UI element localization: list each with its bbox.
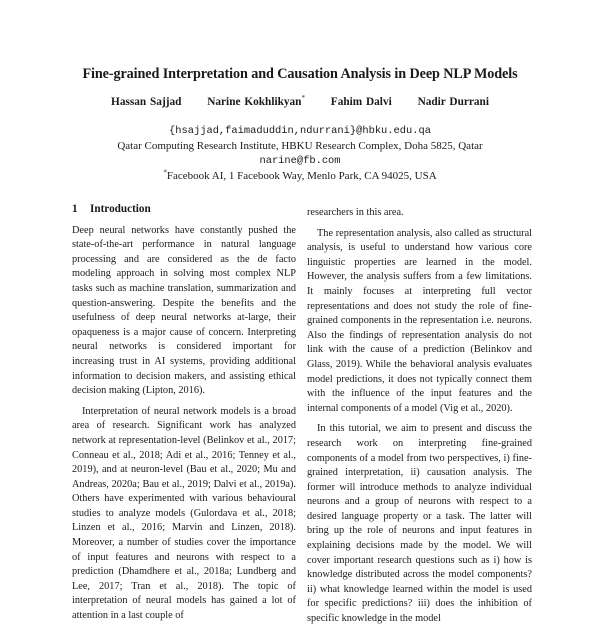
- section-heading: [72, 202, 296, 217]
- author-list: [0, 96, 600, 108]
- author-name: Fahim Dalvi: [330, 96, 392, 108]
- section-number: 1: [72, 203, 78, 215]
- paragraph: Interpretation of neural network models is a broad area of research. Significant work has analyzed network at representation-level (Belinkov et al., 2017; Conneau et al., 2018; Adi et al., 2016; Tenney et al., 2019), and at neuron-level (Bau et al., 2020; Mu and Andreas, 2020a; Bau et al., 2019; Dalvi et al., 2019a). Others have experimented with various behavioural studies to analyze models (Gulordava et al., 2018; Linzen et al., 2016; Marvin and Linzen, 2018). Moreover, a number of studies cover the importance of input features and neurons with respect to a prediction (Dhamdhere et al., 2018a; Lundberg and Lee, 2017; Tran et al., 2018). The topic of interpretation of neural models has gained a lot of attention in a last couple of: [72, 405, 296, 622]
- paragraph: In this tutorial, we aim to present and discuss the research work on interpreting fine-grained components of a model from two perspectives, i) fine-grained interpretation, ii) causation analysis. The former will introduce methods to analyze individual neurons and a group of neurons with respect to a desired language property or a task. The latter will bring up the role of neurons and input features in explaining decisions made by the model. We will cover important research questions such as i) how is knowledge distributed across the model components? ii) what knowledge learned within the model is used for specific predictions? iii) does the inhibition of specific knowledge in the model: [307, 423, 532, 625]
- author-email-facebook: narine@fb.com: [259, 155, 341, 167]
- affiliation-qcri: Qatar Computing Research Institute, HBKU Research Complex, Doha 5825, Qatar: [117, 140, 483, 152]
- paragraph: Deep neural networks have constantly pushed the state-of-the-art performance in natural language processing and are considered as the de facto modeling approach in solving most complex NLP tasks such as machine translation, summarization and question-answering. Despite the benefits and the usefulness of deep neural networks at-large, their opaqueness is a major cause of concern. Interpreting neural networks is considered important for increasing trust in AI systems, providing additional information to decision makers, and assisting ethical decision making (Lipton, 2016).: [72, 224, 296, 397]
- affiliation-facebook-text: Facebook AI, 1 Facebook Way, Menlo Park, CA 94025, USA: [166, 170, 437, 182]
- paragraph: researchers in this area.: [307, 207, 404, 218]
- affiliation-mark: *: [163, 168, 167, 177]
- author-name: Hassan Sajjad: [111, 96, 182, 108]
- paper-title: Fine-grained Interpretation and Causation Analysis in Deep NLP Models: [82, 66, 518, 82]
- paragraph: The representation analysis, also called as structural analysis, is useful to understand how various core linguistic properties are learned in the model. However, the analysis suffers from a few limitations. It mainly focuses at interpreting full vector representations and does not study the role of fine-grained components in the representation i.e. neurons. Also the findings of representation analysis do not link with the cause of a prediction (Belinkov and Glass, 2019). While the behavioral analysis evaluates model predictions, it does not typically connect them with the influence of the input features and the internal components of a model (Vig et al., 2020).: [307, 227, 532, 414]
- author-name: Narine Kokhlikyan: [207, 96, 302, 108]
- affiliation-facebook: [0, 169, 600, 184]
- author-mark: *: [301, 94, 305, 103]
- author-emails: {hsajjad,faimaduddin,ndurrani}@hbku.edu.qa: [169, 125, 431, 137]
- author-name: Nadir Durrani: [417, 96, 489, 108]
- right-column: [307, 206, 532, 633]
- section-title: Introduction: [90, 203, 151, 215]
- left-column: [72, 202, 296, 630]
